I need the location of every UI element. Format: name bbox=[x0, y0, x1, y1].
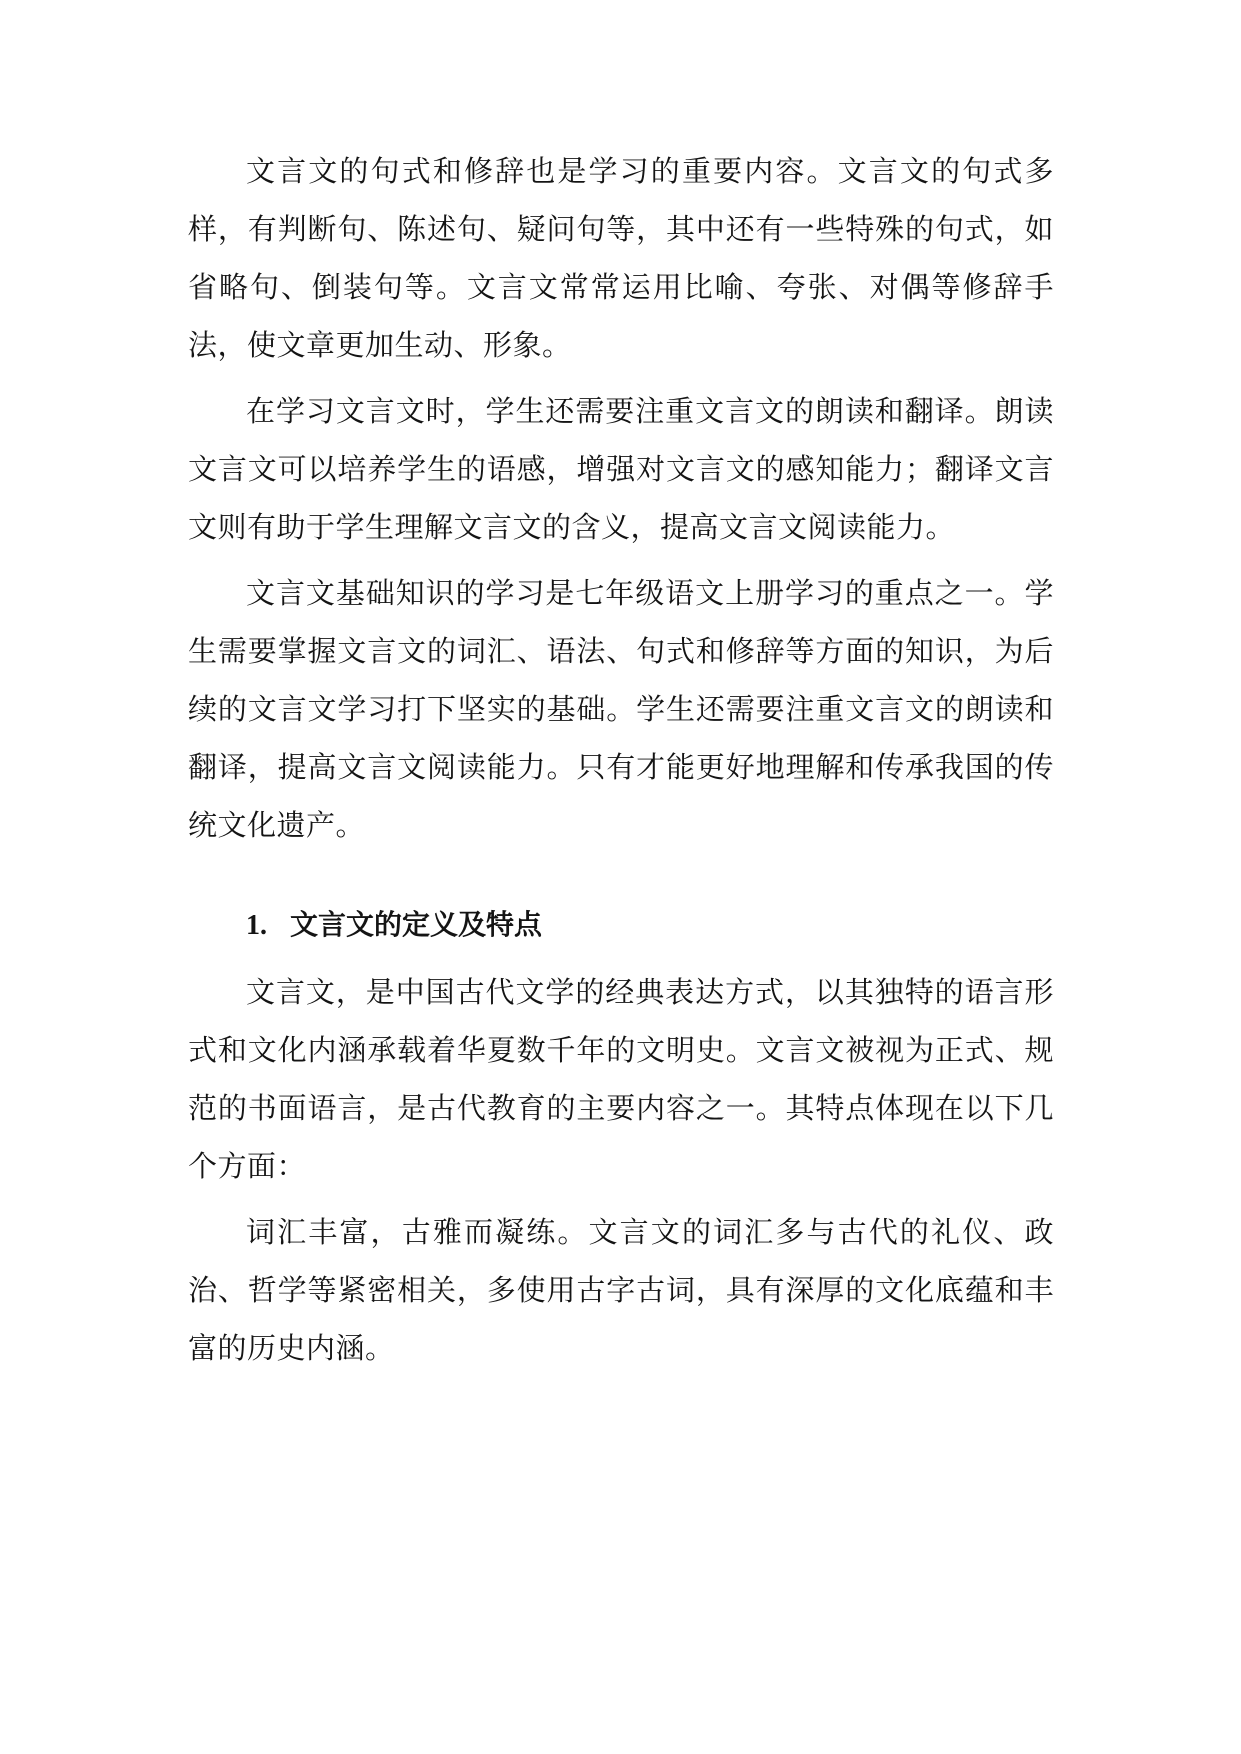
paragraph: 词汇丰富，古雅而凝练。文言文的词汇多与古代的礼仪、政治、哲学等紧密相关，多使用古字古词，具有深厚的文化底蕴和丰富的历史内涵。 bbox=[188, 1215, 1054, 1365]
paragraph: 文言文，是中国古代文学的经典表达方式，以其独特的语言形式和文化内涵承载着华夏数千年的文明史。文言文被视为正式、规范的书面语言，是古代教育的主要内容之一。其特点体现在以下几个方面： bbox=[188, 975, 1054, 1183]
section-number: 1. bbox=[246, 910, 267, 941]
section-heading bbox=[188, 896, 1054, 955]
paragraph: 在学习文言文时，学生还需要注重文言文的朗读和翻译。朗读文言文可以培养学生的语感，增强对文言文的感知能力；翻译文言文则有助于学生理解文言文的含义，提高文言文阅读能力。 bbox=[188, 394, 1054, 544]
paragraph: 文言文基础知识的学习是七年级语文上册学习的重点之一。学生需要掌握文言文的词汇、语法、句式和修辞等方面的知识，为后续的文言文学习打下坚实的基础。学生还需要注重文言文的朗读和翻译，提高文言文阅读能力。只有才能更好地理解和传承我国的传统文化遗产。 bbox=[188, 576, 1054, 842]
paragraph: 文言文的句式和修辞也是学习的重要内容。文言文的句式多样，有判断句、陈述句、疑问句等，其中还有一些特殊的句式，如省略句、倒装句等。文言文常常运用比喻、夸张、对偶等修辞手法，使文章更加生动、形象。 bbox=[188, 154, 1054, 362]
document-body bbox=[188, 142, 1054, 1385]
section-title: 文言文的定义及特点 bbox=[290, 908, 543, 941]
